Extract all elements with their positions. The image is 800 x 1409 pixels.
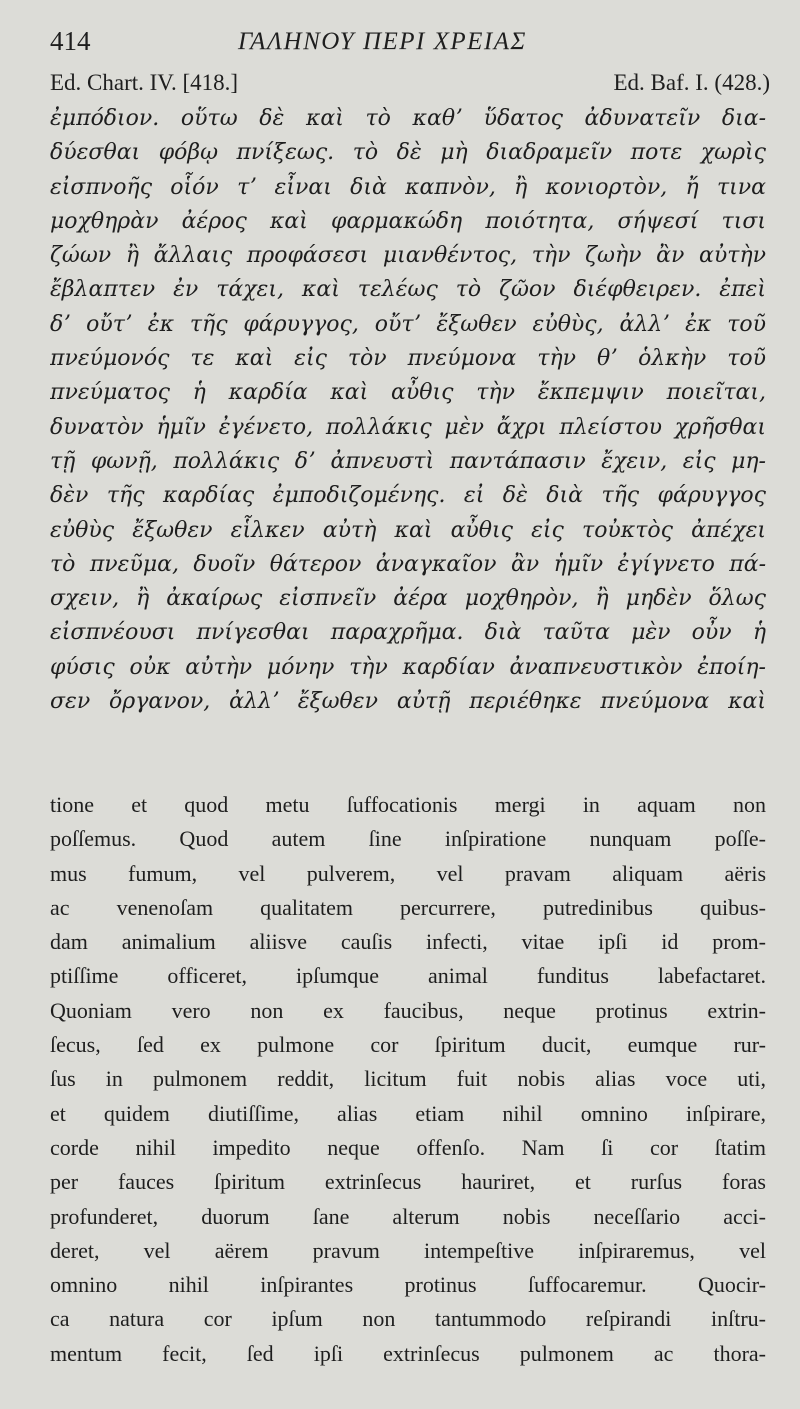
latin-text-line: ac venenoſam qualitatem percurrere, putredinibus quibus-	[50, 894, 766, 920]
greek-text-line: τὸ πνεῦμα, δυοῖν θάτερον ἀναγκαῖον ἂν ἡμῖν ἐγίγνετο πά-	[50, 551, 766, 577]
latin-text-line: ptiſſime officeret, ipſumque animal funditus labefactaret.	[50, 963, 766, 989]
greek-text-line: πνεύματος ἡ καρδία καὶ αὖθις τὴν ἔκπεμψιν ποιεῖται,	[50, 380, 766, 406]
latin-text-line: omnino nihil inſpirantes protinus ſuffocaremur. Quocir-	[50, 1272, 766, 1298]
latin-text-line: dam animalium aliisve cauſis infecti, vitae ipſi id prom-	[50, 929, 766, 955]
greek-text-line: σεν ὄργανον, ἀλλʼ ἔξωθεν αὐτῇ περιέθηκε πνεύμονα καὶ	[50, 689, 766, 715]
latin-text-line: ſus in pulmonem reddit, licitum fuit nobis alias voce uti,	[50, 1066, 766, 1092]
page-number: 414	[50, 26, 91, 56]
latin-text-line: per fauces ſpiritum extrinſecus hauriret, et rurſus foras	[50, 1169, 766, 1195]
latin-text-line: ſecus, ſed ex pulmone cor ſpiritum ducit, eumque rur-	[50, 1032, 766, 1058]
running-head	[50, 26, 760, 66]
edition-basel: Ed. Baf. I. (428.)	[613, 70, 770, 95]
latin-text-line: tione et quod metu ſuffocationis mergi in aquam non	[50, 792, 766, 817]
greek-text-line: δʼ οὔτʼ ἐκ τῆς φάρυγγος, οὔτʼ ἔξωθεν εὐθὺς, ἀλλʼ ἐκ τοῦ	[50, 311, 766, 337]
greek-text-line: δὲν τῆς καρδίας ἐμποδιζομένης. εἰ δὲ διὰ τῆς φάρυγγος	[50, 483, 766, 509]
latin-text-line: Quoniam vero non ex faucibus, neque protinus extrin-	[50, 997, 766, 1023]
greek-text-line: δύεσθαι φόβῳ πνίξεως. τὸ δὲ μὴ διαδραμεῖν ποτε χωρὶς	[50, 140, 766, 166]
greek-text-line: τῇ φωνῇ, πολλάκις δʼ ἀπνευστὶ παντάπασιν ἔχειν, εἰς μη-	[50, 448, 766, 474]
edition-chartier: Ed. Chart. IV. [418.]	[50, 70, 239, 95]
running-title: ΓΑΛΗΝΟΥ ΠΕΡΙ ΧΡΕΙΑΣ	[238, 28, 527, 55]
greek-text-line: εἰσπνέουσι πνίγεσθαι παραχρῆμα. διὰ ταῦτα μὲν οὖν ἡ	[50, 620, 766, 646]
greek-text-line: ἐμπόδιον. οὕτω δὲ καὶ τὸ καθʼ ὕδατος ἀδυνατεῖν δια-	[50, 106, 766, 131]
greek-text-line: ἔβλαπτεν ἐν τάχει, καὶ τελέως τὸ ζῶον διέφθειρεν. ἐπεὶ	[50, 277, 766, 303]
greek-text-line: φύσις οὐκ αὐτὴν μόνην τὴν καρδίαν ἀναπνευστικὸν ἐποίη-	[50, 654, 766, 680]
greek-text-line: δυνατὸν ἡμῖν ἐγένετο, πολλάκις μὲν ἄχρι πλείστου χρῆσθαι	[50, 414, 766, 440]
greek-text-line: σχειν, ἢ ἀκαίρως εἰσπνεῖν ἀέρα μοχθηρὸν, ἢ μηδὲν ὅλως	[50, 586, 766, 612]
latin-text-line: profunderet, duorum ſane alterum nobis neceſſario acci-	[50, 1203, 766, 1229]
latin-text-line: mus fumum, vel pulverem, vel pravam aliquam aëris	[50, 860, 766, 886]
latin-text-line: et quidem diutiſſime, alias etiam nihil omnino inſpirare,	[50, 1100, 766, 1126]
latin-translation	[50, 788, 766, 1371]
latin-text-line: poſſemus. Quod autem ſine inſpiratione nunquam poſſe-	[50, 826, 766, 852]
latin-text-line: corde nihil impedito neque offenſo. Nam ſi cor ſtatim	[50, 1134, 766, 1160]
edition-references	[50, 70, 770, 100]
greek-text-line: εἰσπνοῆς οἷόν τʼ εἶναι διὰ καπνὸν, ἢ κονιορτὸν, ἤ τινα	[50, 174, 766, 200]
greek-text-line: μοχθηρὰν ἀέρος καὶ φαρμακώδη ποιότητα, σήψεσί τισι	[50, 208, 766, 234]
greek-text-line: πνεύμονός τε καὶ εἰς τὸν πνεύμονα τὴν θʼ ὁλκὴν τοῦ	[50, 346, 766, 372]
latin-text-line: ca natura cor ipſum non tantummodo reſpirandi inſtru-	[50, 1306, 766, 1332]
greek-text-line: ζώων ἢ ἄλλαις προφάσεσι μιανθέντος, τὴν ζωὴν ἂν αὐτὴν	[50, 243, 766, 269]
latin-text-line: mentum fecit, ſed ipſi extrinſecus pulmonem ac thora-	[50, 1340, 766, 1366]
greek-text-line: εὐθὺς ἔξωθεν εἷλκεν αὐτὴ καὶ αὖθις εἰς τοὐκτὸς ἀπέχει	[50, 517, 766, 543]
greek-text	[50, 102, 766, 719]
latin-text-line: deret, vel aërem pravum intempeſtive inſpiraremus, vel	[50, 1237, 766, 1263]
